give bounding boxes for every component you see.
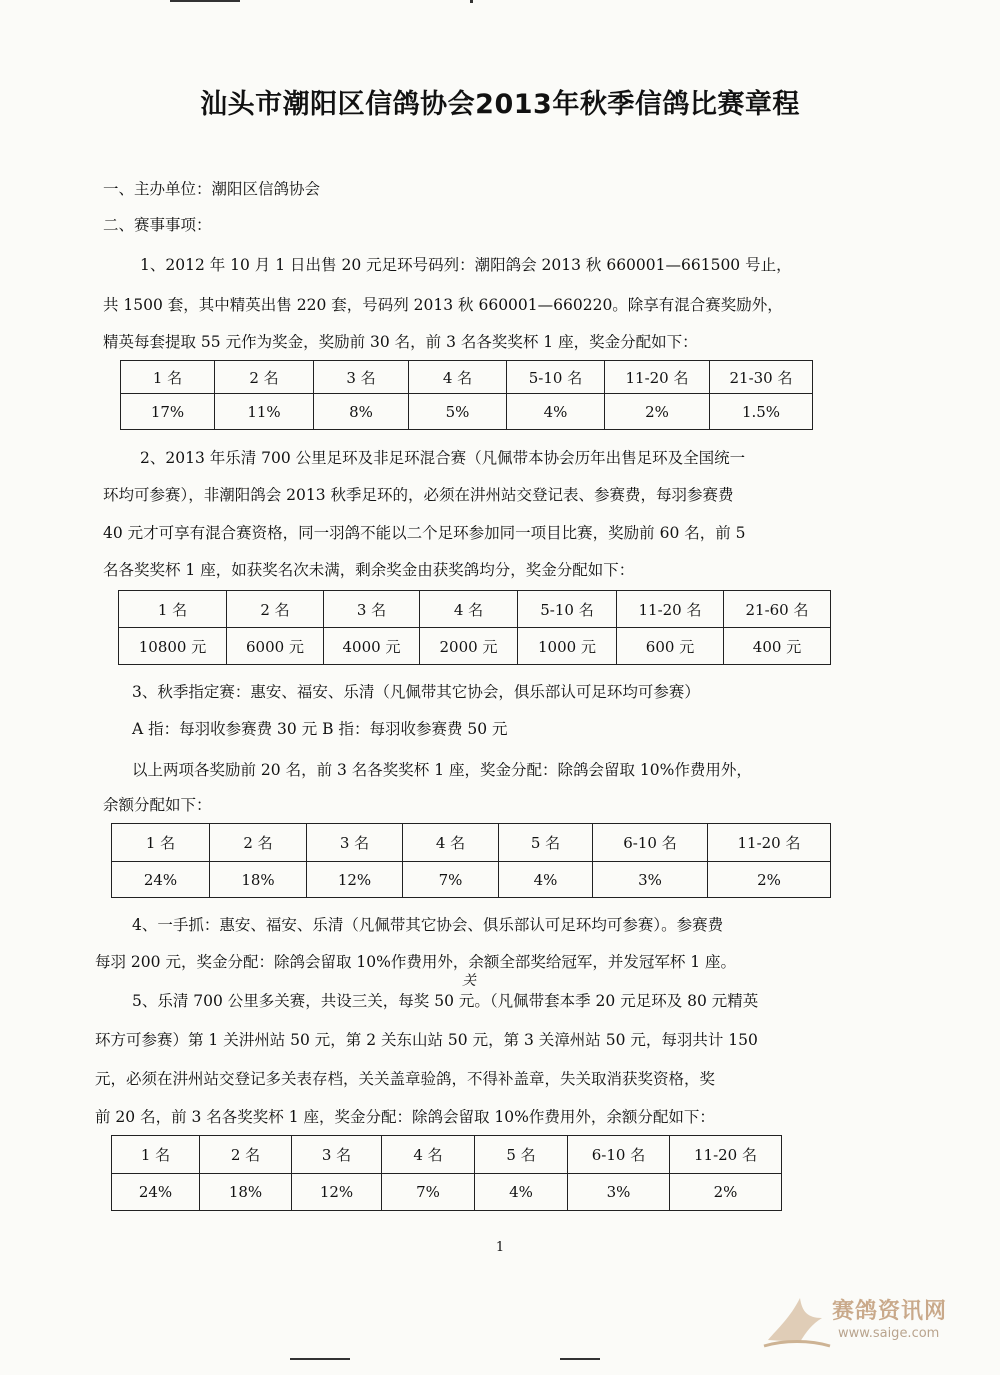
table-cell: 5-10 名 [518,591,617,628]
item-1-line-1: 1、2012 年 10 月 1 日出售 20 元足环号码列：潮阳鸽会 2013 秋 660001—661500 号止， [140,256,792,274]
table-cell: 1 名 [119,591,227,628]
table-cell: 5% [409,394,507,430]
table-cell: 2 名 [200,1136,292,1174]
table-cell: 1000 元 [518,628,617,665]
table-cell: 600 元 [617,628,724,665]
table-cell: 18% [210,862,307,898]
item-2-line-2: 环均可参赛），非潮阳鸽会 2013 秋季足环的，必须在汫州站交登记表、参赛费，每羽参赛费 [103,486,734,504]
table-cell: 6-10 名 [593,824,708,862]
table-cell: 2% [708,862,831,898]
table-cell: 3% [593,862,708,898]
table-cell: 3 名 [307,824,403,862]
table-cell: 4% [475,1174,568,1211]
section-2: 二、赛事事项： [103,216,212,234]
prize-table-1 [120,360,813,430]
table-cell: 11-20 名 [670,1136,782,1174]
scan-artifact [560,1358,600,1360]
item-5-line-2: 环方可参赛）第 1 关汫州站 50 元，第 2 关东山站 50 元，第 3 关漳州站 50 元，每羽共计 150 [95,1031,758,1049]
table-cell: 3 名 [292,1136,382,1174]
item-5-line-4: 前 20 名，前 3 名各奖奖杯 1 座，奖金分配：除鸽会留取 10%作费用外，余额分配如下： [95,1108,715,1126]
table-cell: 5-10 名 [507,361,605,394]
section-1: 一、主办单位：潮阳区信鸽协会 [103,180,321,198]
table-cell: 2 名 [210,824,307,862]
prize-table-2 [118,590,831,665]
pigeon-logo-icon [760,1288,834,1352]
table-cell: 5 名 [475,1136,568,1174]
table-cell: 7% [382,1174,475,1211]
table-cell: 17% [121,394,215,430]
page-number: 1 [495,1240,505,1255]
item-2-line-4: 名各奖奖杯 1 座，如获奖名次未满，剩余奖金由获奖鸽均分，奖金分配如下： [103,561,635,579]
table-cell: 6-10 名 [568,1136,670,1174]
scan-artifact [170,0,240,2]
table-cell: 11-20 名 [617,591,724,628]
table-cell: 24% [112,1174,200,1211]
table-cell: 18% [200,1174,292,1211]
table-cell: 4% [499,862,593,898]
watermark-name: 赛鸽资讯网 [832,1299,948,1324]
table-cell: 400 元 [724,628,831,665]
table-cell: 4 名 [403,824,499,862]
table-cell: 4000 元 [324,628,420,665]
watermark-url: www.saige.com [838,1326,940,1341]
table-cell: 2% [670,1174,782,1211]
table-cell: 5 名 [499,824,593,862]
scan-artifact [470,0,473,3]
table-cell: 11-20 名 [708,824,831,862]
table-cell: 1 名 [112,1136,200,1174]
table-cell: 12% [292,1174,382,1211]
table-cell: 2% [605,394,710,430]
table-cell: 6000 元 [227,628,324,665]
table-cell: 2 名 [227,591,324,628]
table-cell: 11% [215,394,314,430]
table-cell: 3 名 [324,591,420,628]
table-cell: 2000 元 [420,628,518,665]
item-1-line-3: 精英每套提取 55 元作为奖金，奖励前 30 名，前 3 名各奖奖杯 1 座，奖金分配如下： [103,333,698,351]
table-cell: 11-20 名 [605,361,710,394]
item-3-line-2: A 指：每羽收参赛费 30 元 B 指：每羽收参赛费 50 元 [132,720,508,738]
table-cell: 3% [568,1174,670,1211]
table-cell: 10800 元 [119,628,227,665]
table-cell: 4 名 [409,361,507,394]
item-5-line-3: 元，必须在汫州站交登记多关表存档，关关盖章验鸽，不得补盖章，失关取消获奖资格，奖 [95,1070,716,1088]
table-cell: 4 名 [382,1136,475,1174]
table-cell: 4 名 [420,591,518,628]
prize-table-4 [111,1135,782,1211]
prize-table-3 [111,823,831,898]
page-title: 汕头市潮阳区信鸽协会2013年秋季信鸽比赛章程 [200,89,800,120]
table-cell: 21-30 名 [710,361,813,394]
table-cell: 7% [403,862,499,898]
table-cell: 24% [112,862,210,898]
item-1-line-2: 共 1500 套，其中精英出售 220 套，号码列 2013 秋 660001—660220。除享有混合赛奖励外， [103,296,783,314]
scan-artifact [290,1358,350,1360]
site-watermark [760,1288,970,1354]
handwritten-correction: 关 [462,973,476,989]
table-cell: 8% [314,394,409,430]
table-cell: 2 名 [215,361,314,394]
table-cell: 1 名 [112,824,210,862]
item-4-line-1: 4、一手抓：惠安、福安、乐清（凡佩带其它协会、俱乐部认可足环均可参赛）。参赛费 [132,916,724,934]
item-2-line-1: 2、2013 年乐清 700 公里足环及非足环混合赛（凡佩带本协会历年出售足环及全国统一 [140,449,746,467]
item-3-line-4: 余额分配如下： [103,796,212,814]
item-3-line-1: 3、秋季指定赛：惠安、福安、乐清（凡佩带其它协会，俱乐部认可足环均可参赛） [132,683,700,701]
item-4-line-2: 每羽 200 元，奖金分配：除鸽会留取 10%作费用外，余额全部奖给冠军，并发冠军杯 1 座。 [95,953,737,971]
table-cell: 12% [307,862,403,898]
table-cell: 21-60 名 [724,591,831,628]
table-cell: 4% [507,394,605,430]
table-cell: 3 名 [314,361,409,394]
table-cell: 1.5% [710,394,813,430]
item-2-line-3: 40 元才可享有混合赛资格，同一羽鸽不能以二个足环参加同一项目比赛，奖励前 60 名，前 5 [103,524,746,542]
item-5-line-1: 5、乐清 700 公里多关赛，共设三关，每奖 50 元。（凡佩带套本季 20 元足环及 80 元精英 [132,992,759,1010]
table-cell: 1 名 [121,361,215,394]
item-3-line-3: 以上两项各奖励前 20 名，前 3 名各奖奖杯 1 座，奖金分配：除鸽会留取 10%作费用外， [132,761,752,779]
